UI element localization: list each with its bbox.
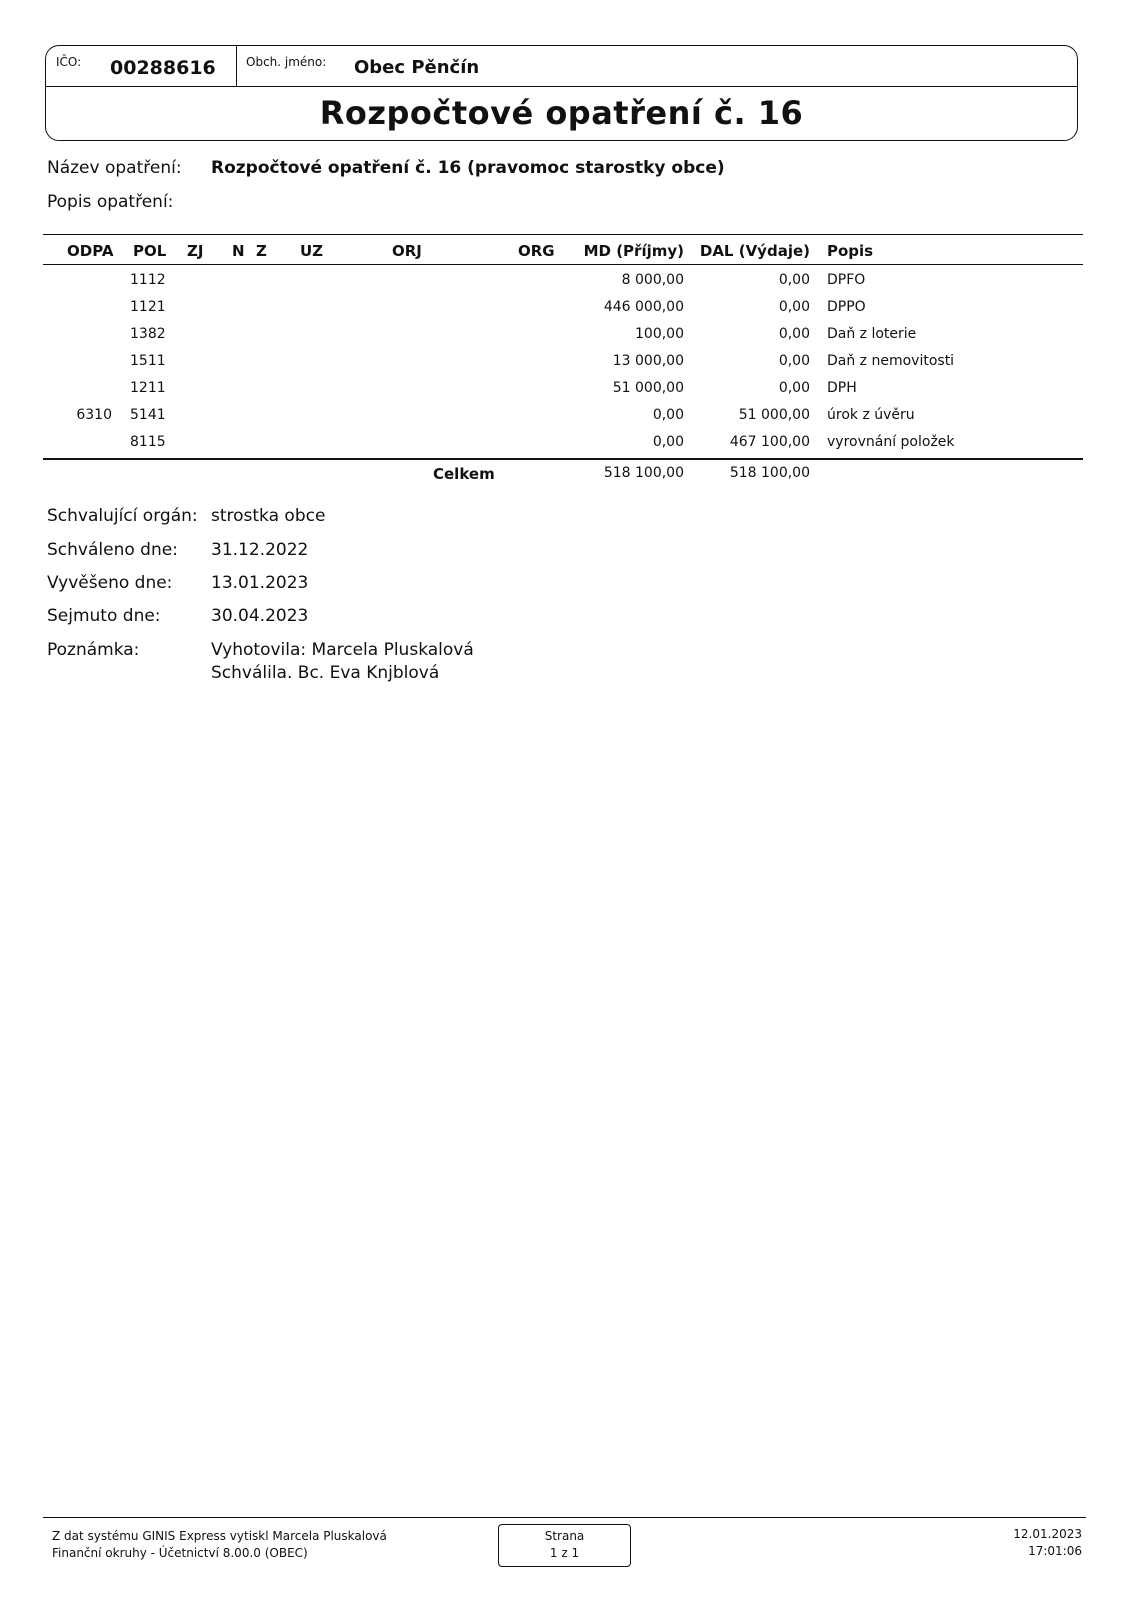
col-header-pol: POL xyxy=(133,242,167,260)
poznamka-line1: Vyhotovila: Marcela Pluskalová xyxy=(211,640,474,660)
vyveseno-value: 13.01.2023 xyxy=(211,573,309,593)
schvaleno-value: 31.12.2022 xyxy=(211,540,309,560)
print-date: 12.01.2023 xyxy=(1013,1527,1082,1541)
page-number-box xyxy=(498,1524,631,1567)
col-header-uz: UZ xyxy=(300,242,324,260)
cell-popis: DPH xyxy=(827,380,857,396)
cell-pol: 1511 xyxy=(130,353,166,369)
col-header-popis: Popis xyxy=(827,242,874,260)
vyveseno-label: Vyvěšeno dne: xyxy=(47,573,173,593)
poznamka-label: Poznámka: xyxy=(47,640,140,660)
cell-popis: DPPO xyxy=(827,299,866,315)
col-header-org: ORG xyxy=(518,242,555,260)
col-header-orj: ORJ xyxy=(392,242,422,260)
col-header-dal: DAL (Výdaje) xyxy=(699,242,810,260)
document-title: Rozpočtové opatření č. 16 xyxy=(319,94,804,132)
cell-popis: Daň z loterie xyxy=(827,326,917,342)
cell-pol: 1382 xyxy=(130,326,166,342)
cell-popis: Daň z nemovitosti xyxy=(827,353,955,369)
cell-dal: 51 000,00 xyxy=(738,407,810,423)
header-info-row xyxy=(46,46,1077,87)
cell-dal: 0,00 xyxy=(778,299,810,315)
cell-pol: 8115 xyxy=(130,434,166,450)
popis-label: Popis opatření: xyxy=(47,192,174,212)
cell-dal: 467 100,00 xyxy=(729,434,810,450)
sejmuto-value: 30.04.2023 xyxy=(211,606,309,626)
sejmuto-label: Sejmuto dne: xyxy=(47,606,161,626)
cell-dal: 0,00 xyxy=(778,272,810,288)
cell-md: 0,00 xyxy=(652,407,684,423)
footer-rule xyxy=(43,1517,1086,1518)
cell-md: 13 000,00 xyxy=(612,353,684,369)
document-header xyxy=(45,45,1078,141)
cell-md: 8 000,00 xyxy=(621,272,684,288)
cell-dal: 0,00 xyxy=(778,353,810,369)
cell-pol: 1211 xyxy=(130,380,166,396)
table-top-rule xyxy=(43,234,1083,235)
footer-source xyxy=(52,1528,387,1562)
cell-popis: vyrovnání položek xyxy=(827,434,955,450)
entity-name-value: Obec Pěnčín xyxy=(354,57,480,78)
col-header-odpa: ODPA xyxy=(67,242,114,260)
cell-popis: úrok z úvěru xyxy=(827,407,915,423)
total-dal: 518 100,00 xyxy=(729,465,810,481)
cell-pol: 5141 xyxy=(130,407,166,423)
col-header-z: Z xyxy=(256,242,267,260)
entity-name-label: Obch. jméno: xyxy=(246,55,327,69)
organ-value: strostka obce xyxy=(211,506,326,526)
page-value: 1 z 1 xyxy=(549,1546,580,1560)
cell-odpa: 6310 xyxy=(76,407,112,423)
cell-md: 100,00 xyxy=(635,326,684,342)
ico-value: 00288616 xyxy=(110,57,216,79)
footer-line2: Finanční okruhy - Účetnictví 8.00.0 (OBEC) xyxy=(52,1546,308,1560)
cell-dal: 0,00 xyxy=(778,380,810,396)
page-label: Strana xyxy=(544,1529,585,1543)
total-label: Celkem xyxy=(433,465,495,483)
organ-label: Schvalující orgán: xyxy=(47,506,198,526)
table-header-rule xyxy=(43,264,1083,265)
cell-pol: 1112 xyxy=(130,272,166,288)
header-divider xyxy=(236,46,237,86)
col-header-n: N xyxy=(232,242,245,260)
cell-popis: DPFO xyxy=(827,272,866,288)
col-header-zj: ZJ xyxy=(187,242,204,260)
col-header-md: MD (Příjmy) xyxy=(583,242,684,260)
total-md: 518 100,00 xyxy=(603,465,684,481)
cell-dal: 0,00 xyxy=(778,326,810,342)
cell-md: 0,00 xyxy=(652,434,684,450)
footer-timestamp xyxy=(1013,1526,1082,1560)
poznamka-line2: Schválila. Bc. Eva Knjblová xyxy=(211,663,440,683)
cell-pol: 1121 xyxy=(130,299,166,315)
print-time: 17:01:06 xyxy=(1028,1544,1082,1558)
ico-label: IČO: xyxy=(56,55,82,69)
nazev-label: Název opatření: xyxy=(47,158,182,178)
cell-md: 51 000,00 xyxy=(612,380,684,396)
nazev-value: Rozpočtové opatření č. 16 (pravomoc starostky obce) xyxy=(211,158,725,178)
footer-line1: Z dat systému GINIS Express vytiskl Marcela Pluskalová xyxy=(52,1529,387,1543)
schvaleno-label: Schváleno dne: xyxy=(47,540,178,560)
cell-md: 446 000,00 xyxy=(603,299,684,315)
table-total-rule xyxy=(43,458,1083,460)
